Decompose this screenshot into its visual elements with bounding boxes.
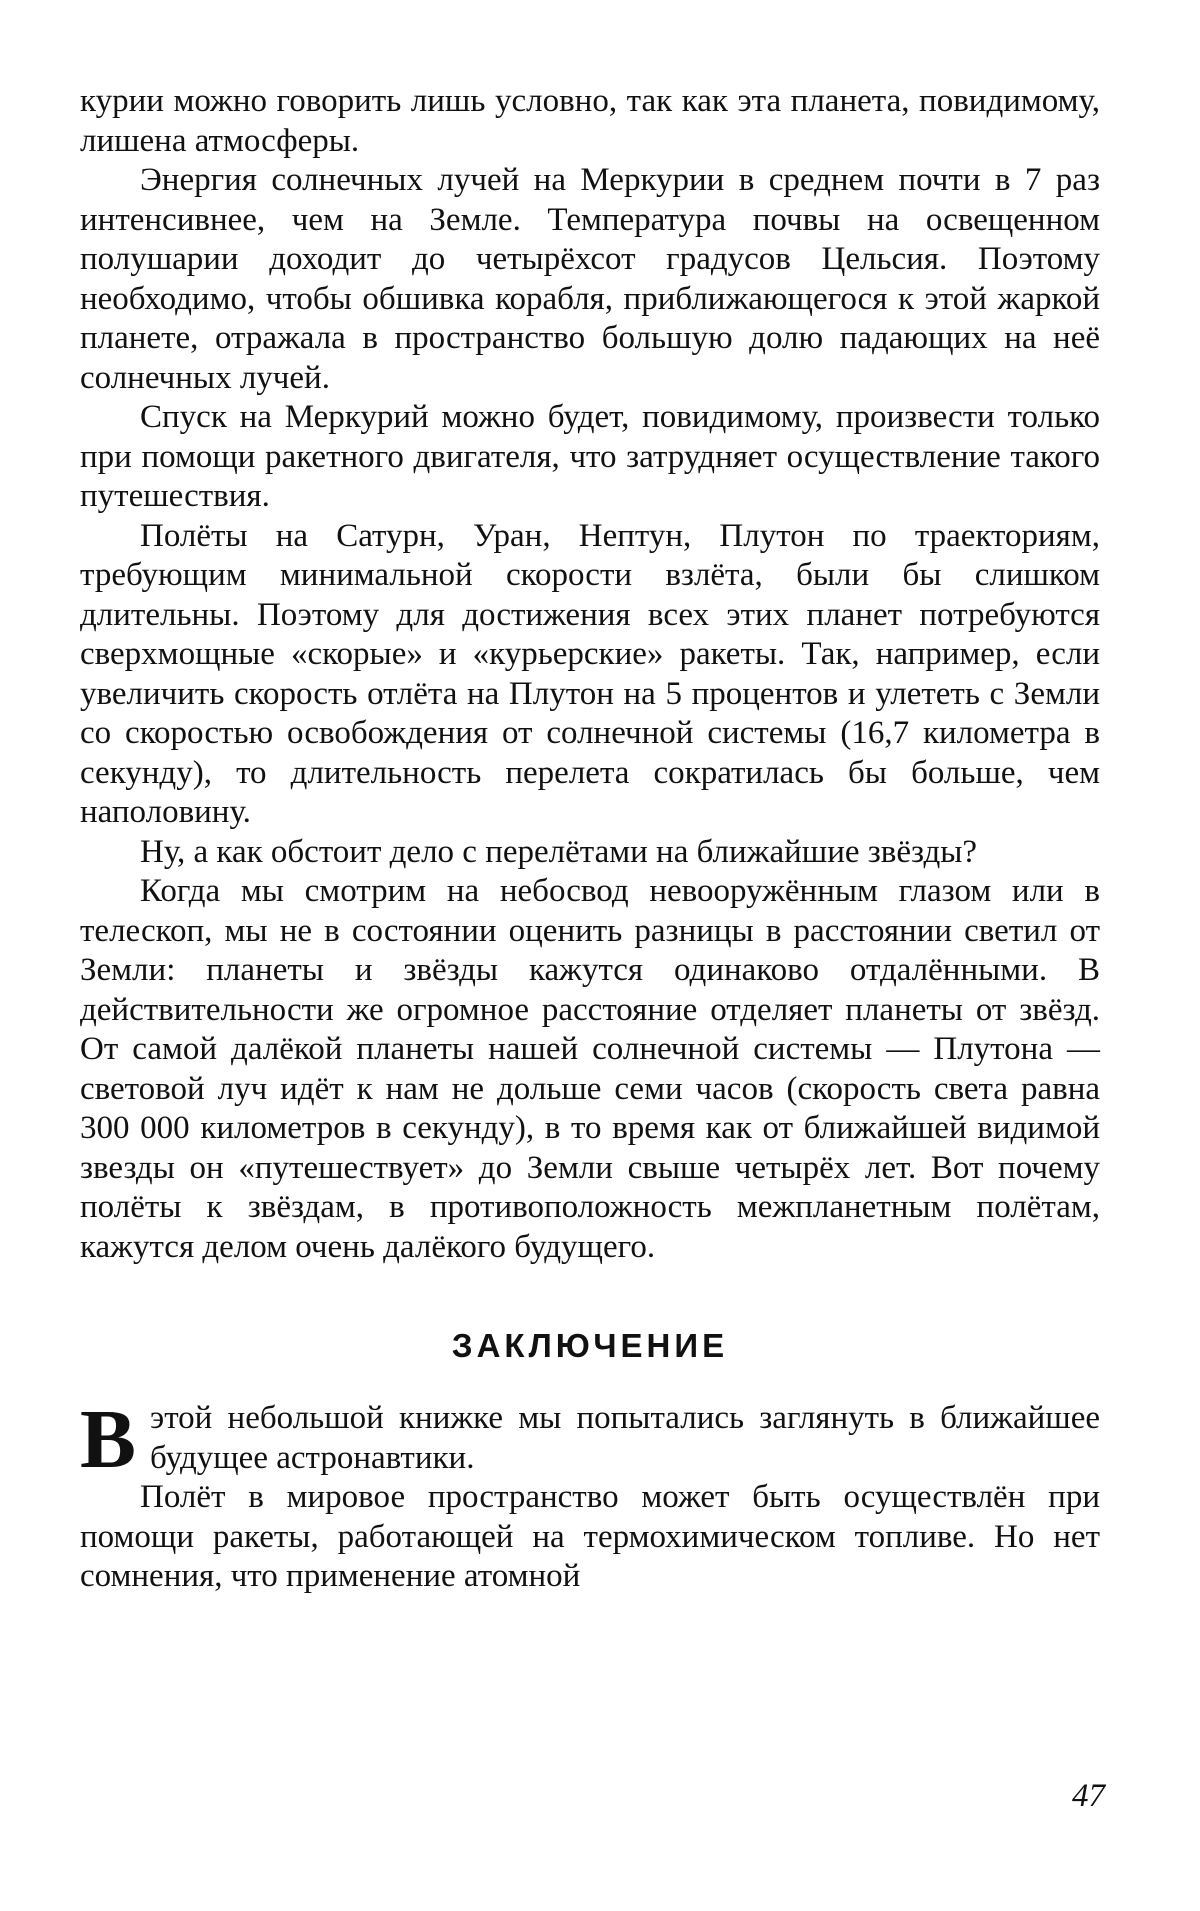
- paragraph-5: Ну, а как обстоит дело с перелётами на ближайшие звёзды?: [140, 833, 978, 870]
- section-heading: ЗАКЛЮЧЕНИЕ: [451, 1327, 729, 1364]
- dropcap-paragraph: [80, 1393, 1100, 1486]
- paragraph-3: Спуск на Меркурий можно будет, повидимому, произвести только при помощи ракетного двигателя, что затрудняет осуществление такого путешествия.: [80, 399, 1100, 514]
- paragraph-1: курии можно говорить лишь условно, так как эта планета, повидимому, лишена атмосферы.: [80, 83, 1100, 159]
- paragraph-6: Когда мы смотрим на небосвод невооружённым глазом или в телескоп, мы не в состоянии оценить разницы в расстоянии светил от Земли: планеты и звёзды кажутся одинаково отдалёнными. В действительности же огромное расстояние отделяет планеты от звёзд. От самой далёкой планеты нашей солнечной системы — Плутона — световой луч идёт к нам не дольше семи часов (скорость света равна 300 000 километров в секунду), в то время как от ближайшей видимой звезды он «путешествует» до Земли свыше четырёх лет. Вот почему полёты к звёздам, в противоположность межпланетным полётам, кажутся делом очень далёкого будущего.: [80, 873, 1100, 1265]
- page-number: 47: [1072, 1778, 1105, 1814]
- paragraph-4: Полёты на Сатурн, Уран, Нептун, Плутон по траекториям, требующим минимальной скорости взлёта, были бы слишком длительны. Поэтому для достижения всех этих планет потребуются сверхмощные «скорые» и «курьерские» ракеты. Так, например, если увеличить скорость отлёта на Плутон на 5 процентов и улететь с Земли со скоростью освобождения от солнечной системы (16,7 километра в секунду), то длительность перелета сократилась бы больше, чем наполовину.: [80, 517, 1100, 830]
- dropcap-paragraph-text: этой небольшой книжке мы попытались заглянуть в ближайшее будущее астронавтики.: [150, 1400, 1100, 1476]
- page-body: [80, 82, 1100, 1597]
- paragraph-2: Энергия солнечных лучей на Меркурии в среднем почти в 7 раз интенсивнее, чем на Земле. Температура почвы на освещенном полушарии доходит до четырёхсот градусов Цельсия. Поэтому необходимо, чтобы обшивка корабля, приближающегося к этой жаркой планете, отражала в пространство большую долю падающих на неё солнечных лучей.: [80, 162, 1100, 396]
- paragraph-7: Полёт в мировое пространство может быть осуществлён при помощи ракеты, работающей на термохимическом топливе. Но нет сомнения, что применение атомной: [80, 1479, 1100, 1594]
- drop-cap-letter: В: [80, 1393, 137, 1486]
